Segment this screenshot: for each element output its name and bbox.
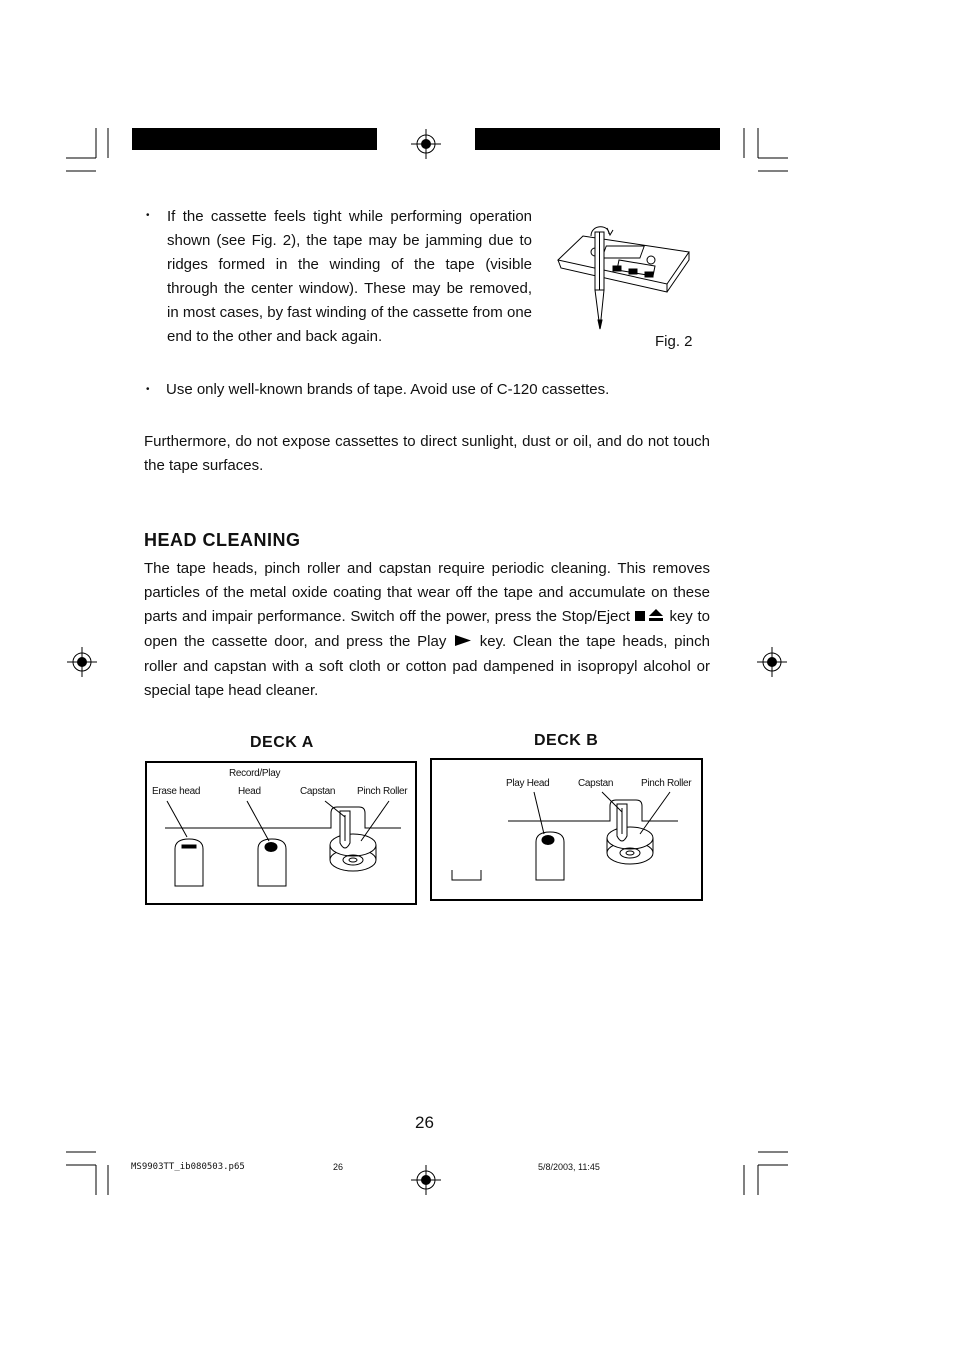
deck-a-diagram — [145, 761, 417, 905]
label-head: Head — [238, 786, 261, 797]
head-cleaning-text-3: key. Clean the tape heads, pinch roller and capstan with a soft cloth or cotton pad dampened in isopropyl alcohol or special tape head cleaner. — [144, 633, 710, 699]
registration-mark-icon — [757, 647, 787, 677]
bullet-text-1: If the cassette feels tight while performing operation shown (see Fig. 2), the tape may be jamming due to ridges formed in the winding of the tape (visible through the center window). These may be removed, in most cases, by fast winding of the cassette from one end to the other and back again. — [167, 208, 532, 345]
cassette-pencil-illustration — [555, 222, 695, 334]
label-capstan: Capstan — [300, 786, 336, 797]
crop-marks-top — [0, 0, 954, 180]
label-play-head: Play Head — [506, 778, 550, 789]
section-heading: HEAD CLEANING — [144, 530, 301, 550]
head-cleaning-text-1: The tape heads, pinch roller and capstan require periodic cleaning. This removes particles of the metal oxide coating that wear off the tape and accumulate on these parts and impair performance. Switch off the power, press the Stop/Eject — [144, 560, 710, 625]
label-record-play: Record/Play — [229, 768, 281, 779]
head-cleaning-text-2: key to open the cassette door, and press the Play — [144, 608, 710, 650]
head-cleaning-paragraph — [144, 557, 710, 703]
registration-mark-icon — [411, 129, 441, 159]
bullet-marker: • — [146, 384, 150, 395]
bullet-text-2: Use only well-known brands of tape. Avoid use of C-120 cassettes. — [166, 381, 610, 398]
play-icon — [453, 631, 473, 655]
deck-b-diagram — [430, 758, 703, 901]
header-bar-left — [132, 128, 377, 150]
footer-filename: MS9903TT_ib080503.p65 — [131, 1162, 245, 1172]
header-bar-right — [475, 128, 720, 150]
footer-date: 5/8/2003, 11:45 — [538, 1162, 600, 1172]
label-pinch-roller: Pinch Roller — [641, 778, 692, 789]
label-pinch-roller: Pinch Roller — [357, 786, 408, 797]
deck-b-title: DECK B — [534, 732, 599, 749]
registration-mark-icon — [67, 647, 97, 677]
label-erase-head: Erase head — [152, 786, 201, 797]
figure-caption: Fig. 2 — [655, 333, 693, 350]
deck-a-title: DECK A — [250, 734, 314, 751]
label-capstan: Capstan — [578, 778, 614, 789]
bullet-marker: • — [146, 210, 150, 221]
storage-paragraph: Furthermore, do not expose cassettes to direct sunlight, dust or oil, and do not touch the tape surfaces. — [144, 433, 710, 474]
page-number: 26 — [415, 1113, 434, 1132]
footer-page: 26 — [333, 1162, 344, 1172]
stop-eject-icon — [635, 606, 665, 630]
